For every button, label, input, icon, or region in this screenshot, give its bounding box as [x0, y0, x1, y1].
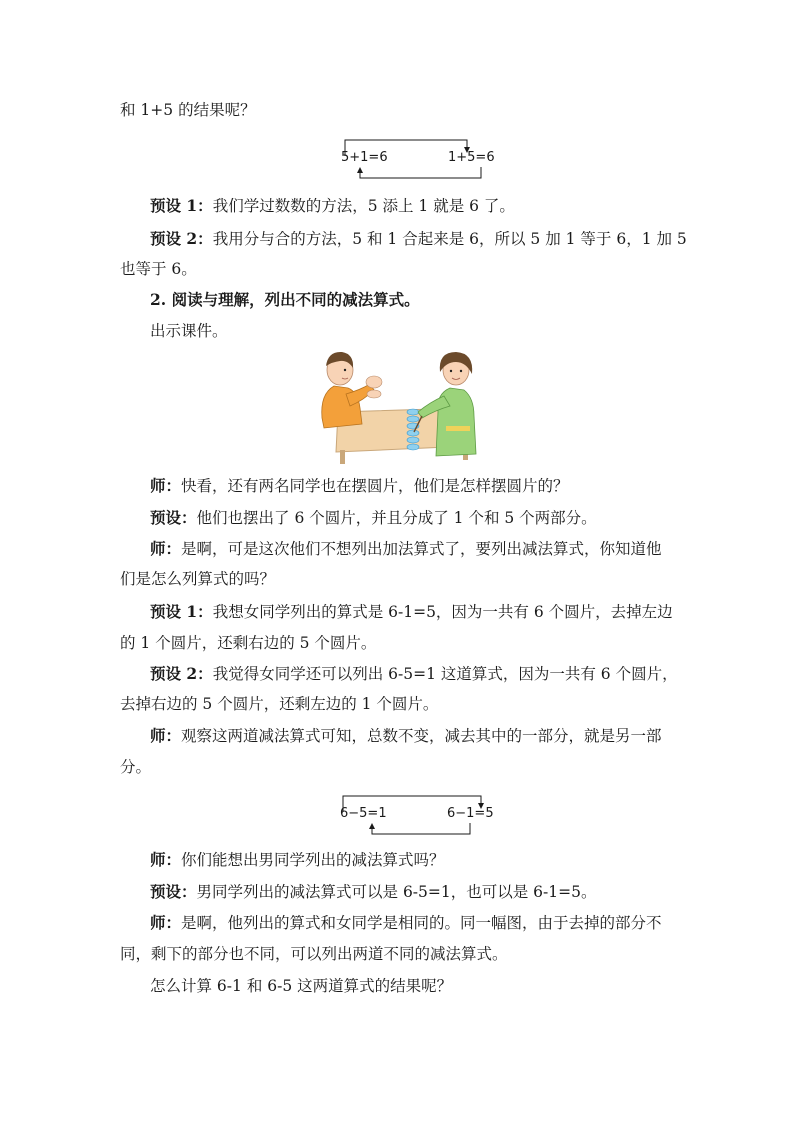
paragraph-continuation: 也等于 6。 — [120, 260, 197, 278]
students-arranging-discs-illustration — [318, 350, 478, 465]
paragraph: 师：你们能想出男同学列出的减法算式吗？ — [150, 850, 445, 869]
paragraph: 出示课件。 — [150, 322, 228, 340]
paragraph: 预设 2：我用分与合的方法，5 和 1 合起来是 6，所以 5 加 1 等于 6，1 加 5 — [150, 229, 687, 248]
equation-left: 5+1=6 — [341, 150, 388, 165]
equation-left: 6−5=1 — [340, 806, 387, 821]
equation-right: 1+5=6 — [448, 150, 495, 165]
disc — [407, 437, 419, 443]
paragraph: 师：是啊，可是这次他们不想列出加法算式了，要列出减法算式，你知道他 — [150, 539, 662, 558]
bottom-arrow — [372, 823, 470, 834]
paragraph-continuation: 们是怎么列算式的吗？ — [120, 570, 276, 588]
bottom-arrow — [360, 167, 481, 178]
disc — [407, 444, 419, 450]
paragraph: 预设 1：我想女同学列出的算式是 6-1=5，因为一共有 6 个圆片，去掉左边 — [150, 602, 673, 621]
paragraph-continuation: 分。 — [120, 758, 152, 776]
paragraph: 怎么计算 6-1 和 6-5 这两道算式的结果呢？ — [150, 977, 453, 995]
paragraph: 预设 2：我觉得女同学还可以列出 6-5=1 这道算式，因为一共有 6 个圆片， — [150, 664, 678, 683]
paragraph: 和 1+5 的结果呢？ — [120, 101, 256, 119]
paragraph: 预设：他们也摆出了 6 个圆片，并且分成了 1 个和 5 个两部分。 — [150, 508, 597, 527]
disc — [407, 430, 419, 436]
paragraph: 预设：男同学列出的减法算式可以是 6-5=1，也可以是 6-1=5。 — [150, 882, 597, 901]
paragraph: 师：快看，还有两名同学也在摆圆片，他们是怎样摆圆片的？ — [150, 476, 569, 495]
table-leg — [340, 450, 345, 464]
paragraph-continuation: 去掉右边的 5 个圆片，还剩左边的 1 个圆片。 — [120, 695, 439, 713]
paragraph: 预设 1：我们学过数数的方法，5 添上 1 就是 6 了。 — [150, 196, 515, 215]
paragraph-continuation: 同，剩下的部分也不同，可以列出两道不同的减法算式。 — [120, 945, 508, 963]
equation-right: 6−1=5 — [447, 806, 494, 821]
paragraph-continuation: 的 1 个圆片，还剩右边的 5 个圆片。 — [120, 634, 377, 652]
section-heading: 2. 阅读与理解，列出不同的减法算式。 — [150, 290, 420, 309]
disc — [407, 409, 419, 415]
disc — [407, 416, 419, 422]
paragraph: 师：是啊，他列出的算式和女同学是相同的。同一幅图，由于去掉的部分不 — [150, 913, 662, 932]
paragraph: 师：观察这两道减法算式可知，总数不变，减去其中的一部分，就是另一部 — [150, 726, 662, 745]
